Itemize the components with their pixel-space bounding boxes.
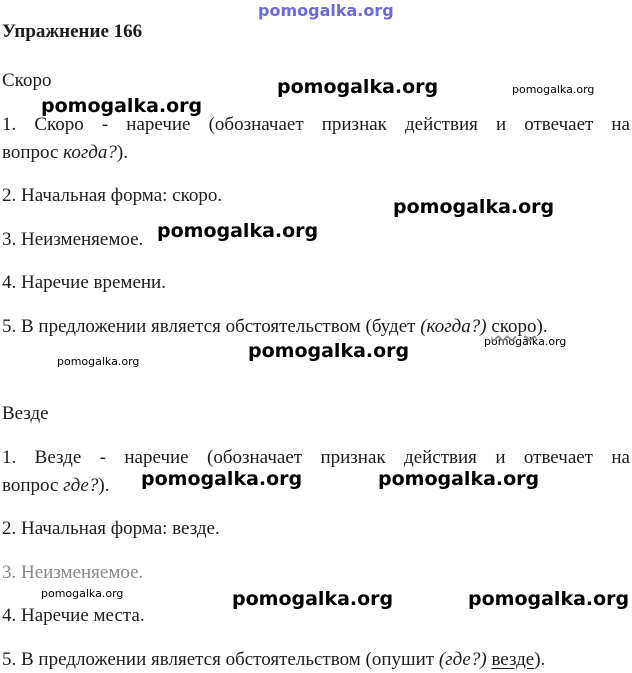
underlined-adverb: везде xyxy=(491,649,535,670)
question-word: (когда?) xyxy=(420,316,487,337)
s2-line5: 5. В предложении является обстоятельством (опушит (где?) везде). xyxy=(2,649,546,670)
s2-line1a: 1. Везде - наречие (обозначает признак действия и отвечает на xyxy=(2,447,630,468)
question-word: (где?) xyxy=(438,649,487,670)
question-word: где? xyxy=(63,475,99,496)
s1-line1b: вопрос когда?). xyxy=(2,142,128,163)
s2-line4: 4. Наречие места. xyxy=(2,605,145,626)
watermark: pomogalka.org xyxy=(378,468,540,490)
watermark-small: pomogalka.org xyxy=(512,83,595,96)
watermark: pomogalka.org xyxy=(248,340,410,362)
watermark: pomogalka.org xyxy=(393,196,555,218)
s1-line5: 5. В предложении является обстоятельством (будет (когда?) скоро). xyxy=(2,316,548,337)
page-title: Упражнение 166 xyxy=(2,21,143,42)
watermark: pomogalka.org xyxy=(41,95,203,117)
watermark: pomogalka.org xyxy=(157,220,319,242)
question-word: когда? xyxy=(63,142,117,163)
watermark: pomogalka.org xyxy=(232,588,394,610)
s1-line4: 4. Наречие времени. xyxy=(2,272,166,293)
watermark-small: pomogalka.org xyxy=(57,355,140,368)
underlined-adverb: скоро xyxy=(491,316,537,337)
s1-line3: 3. Неизменяемое. xyxy=(2,229,144,250)
word-heading-vezde: Везде xyxy=(2,403,49,424)
watermark: pomogalka.org xyxy=(277,76,439,98)
s1-line1a: 1. Скоро - наречие (обозначает признак действия и отвечает на xyxy=(2,114,630,135)
watermark: pomogalka.org xyxy=(468,588,630,610)
watermark: pomogalka.org xyxy=(141,468,303,490)
word-heading-skoro: Скоро xyxy=(2,70,52,91)
s2-line1b: вопрос где?). xyxy=(2,475,110,496)
s2-line3: 3. Неизменяемое. xyxy=(2,562,144,583)
s1-line2: 2. Начальная форма: скоро. xyxy=(2,185,223,206)
watermark-top: pomogalka.org xyxy=(258,1,394,20)
watermark-small: pomogalka.org xyxy=(41,587,124,600)
s2-line2: 2. Начальная форма: везде. xyxy=(2,518,220,539)
watermark-small: pomogalka.org xyxy=(484,335,567,348)
